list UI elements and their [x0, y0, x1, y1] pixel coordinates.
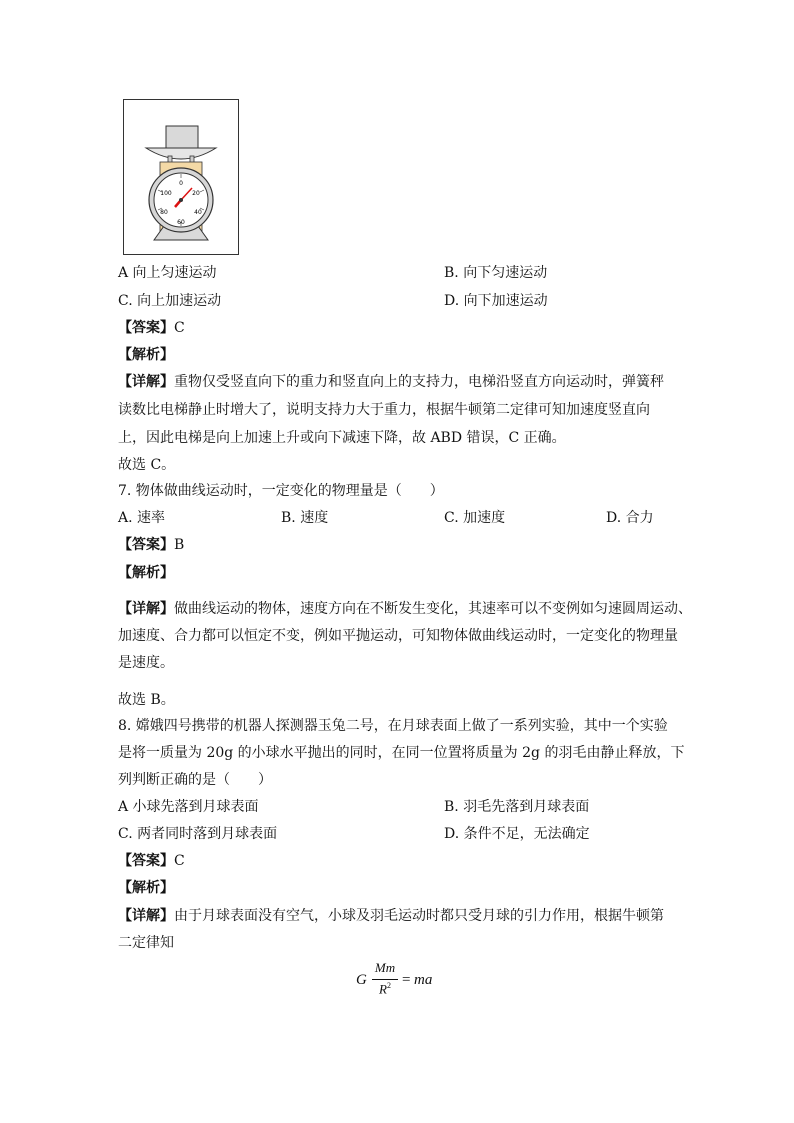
- q8-analysis-tag: 【解析】: [118, 880, 174, 896]
- q7-option-c: C. 加速度: [444, 510, 506, 526]
- dial-label-100: 100: [160, 190, 172, 197]
- spring-scale-illustration: [124, 100, 238, 254]
- q7-option-a: A. 速率: [118, 510, 166, 526]
- dial-label-60: 60: [177, 219, 185, 226]
- formula-rhs: ma: [414, 972, 433, 988]
- q7-analysis-tag: 【解析】: [118, 565, 174, 581]
- q6-option-d: D. 向下加速运动: [444, 293, 548, 309]
- scale-figure: [123, 99, 239, 255]
- q6-option-b: B. 向下匀速运动: [444, 265, 548, 281]
- q7-answer: 【答案】B: [118, 537, 185, 553]
- dial-label-80: 80: [160, 209, 168, 216]
- fraction-bar: [372, 979, 398, 980]
- q8-stem-line-2: 是将一质量为 20g 的小球水平抛出的同时，在同一位置将质量为 2g 的羽毛由静止释放，下: [118, 745, 685, 761]
- q6-conclusion: 故选 C。: [118, 457, 176, 473]
- formula-equals: =: [402, 972, 411, 988]
- q7-detail-line-1: 【详解】做曲线运动的物体，速度方向在不断发生变化，其速率可以不变例如匀速圆周运动、: [118, 601, 692, 617]
- q8-stem-line-1: 8. 嫦娥四号携带的机器人探测器玉兔二号，在月球表面上做了一系列实验，其中一个实验: [118, 718, 668, 734]
- weight-block: [166, 126, 198, 150]
- q7-conclusion: 故选 B。: [118, 692, 175, 708]
- q6-option-c: C. 向上加速运动: [118, 293, 222, 309]
- q8-option-c: C. 两者同时落到月球表面: [118, 826, 278, 842]
- detail-tag: 【详解】: [118, 374, 174, 390]
- q6-analysis-tag: 【解析】: [118, 347, 174, 363]
- scale-pan: [146, 148, 216, 159]
- q8-detail-line-1: 【详解】由于月球表面没有空气，小球及羽毛运动时都只受月球的引力作用，根据牛顿第: [118, 908, 664, 924]
- q6-detail-line-1: 【详解】重物仅受竖直向下的重力和竖直向上的支持力，电梯沿竖直方向运动时，弹簧秤: [118, 374, 664, 390]
- q7-detail-line-3: 是速度。: [118, 655, 174, 671]
- q8-option-d: D. 条件不足，无法确定: [444, 826, 590, 842]
- dial-label-40: 40: [194, 209, 202, 216]
- gravitation-formula: [352, 960, 442, 1004]
- q7-detail-line-2: 加速度、合力都可以恒定不变，例如平抛运动，可知物体做曲线运动时，一定变化的物理量: [118, 628, 678, 644]
- q8-option-b: B. 羽毛先落到月球表面: [444, 799, 590, 815]
- formula-g: G: [356, 972, 367, 988]
- q8-answer: 【答案】C: [118, 853, 185, 869]
- formula-numerator: Mm: [374, 960, 396, 975]
- q7-stem: 7. 物体做曲线运动时，一定变化的物理量是（ ）: [118, 483, 444, 499]
- q6-detail-line-2: 读数比电梯静止时增大了，说明支持力大于重力，根据牛顿第二定律可知加速度竖直向: [118, 402, 650, 418]
- q8-detail-line-2: 二定律知: [118, 935, 174, 951]
- answer-tag: 【答案】: [118, 320, 174, 336]
- q6-option-a: A 向上匀速运动: [118, 265, 217, 281]
- dial-label-20: 20: [192, 190, 200, 197]
- q7-option-d: D. 合力: [606, 510, 654, 526]
- dial-label-0: 0: [179, 180, 183, 187]
- formula-denominator: $R^2$: [379, 981, 391, 997]
- q8-option-a: A 小球先落到月球表面: [118, 799, 259, 815]
- q6-answer: [118, 318, 185, 338]
- answer-value: C: [174, 320, 185, 336]
- q6-detail-line-3: 上，因此电梯是向上加速上升或向下减速下降，故 ABD 错误，C 正确。: [118, 430, 566, 446]
- q7-option-b: B. 速度: [281, 510, 329, 526]
- q8-stem-line-3: 列判断正确的是（ ）: [118, 772, 272, 788]
